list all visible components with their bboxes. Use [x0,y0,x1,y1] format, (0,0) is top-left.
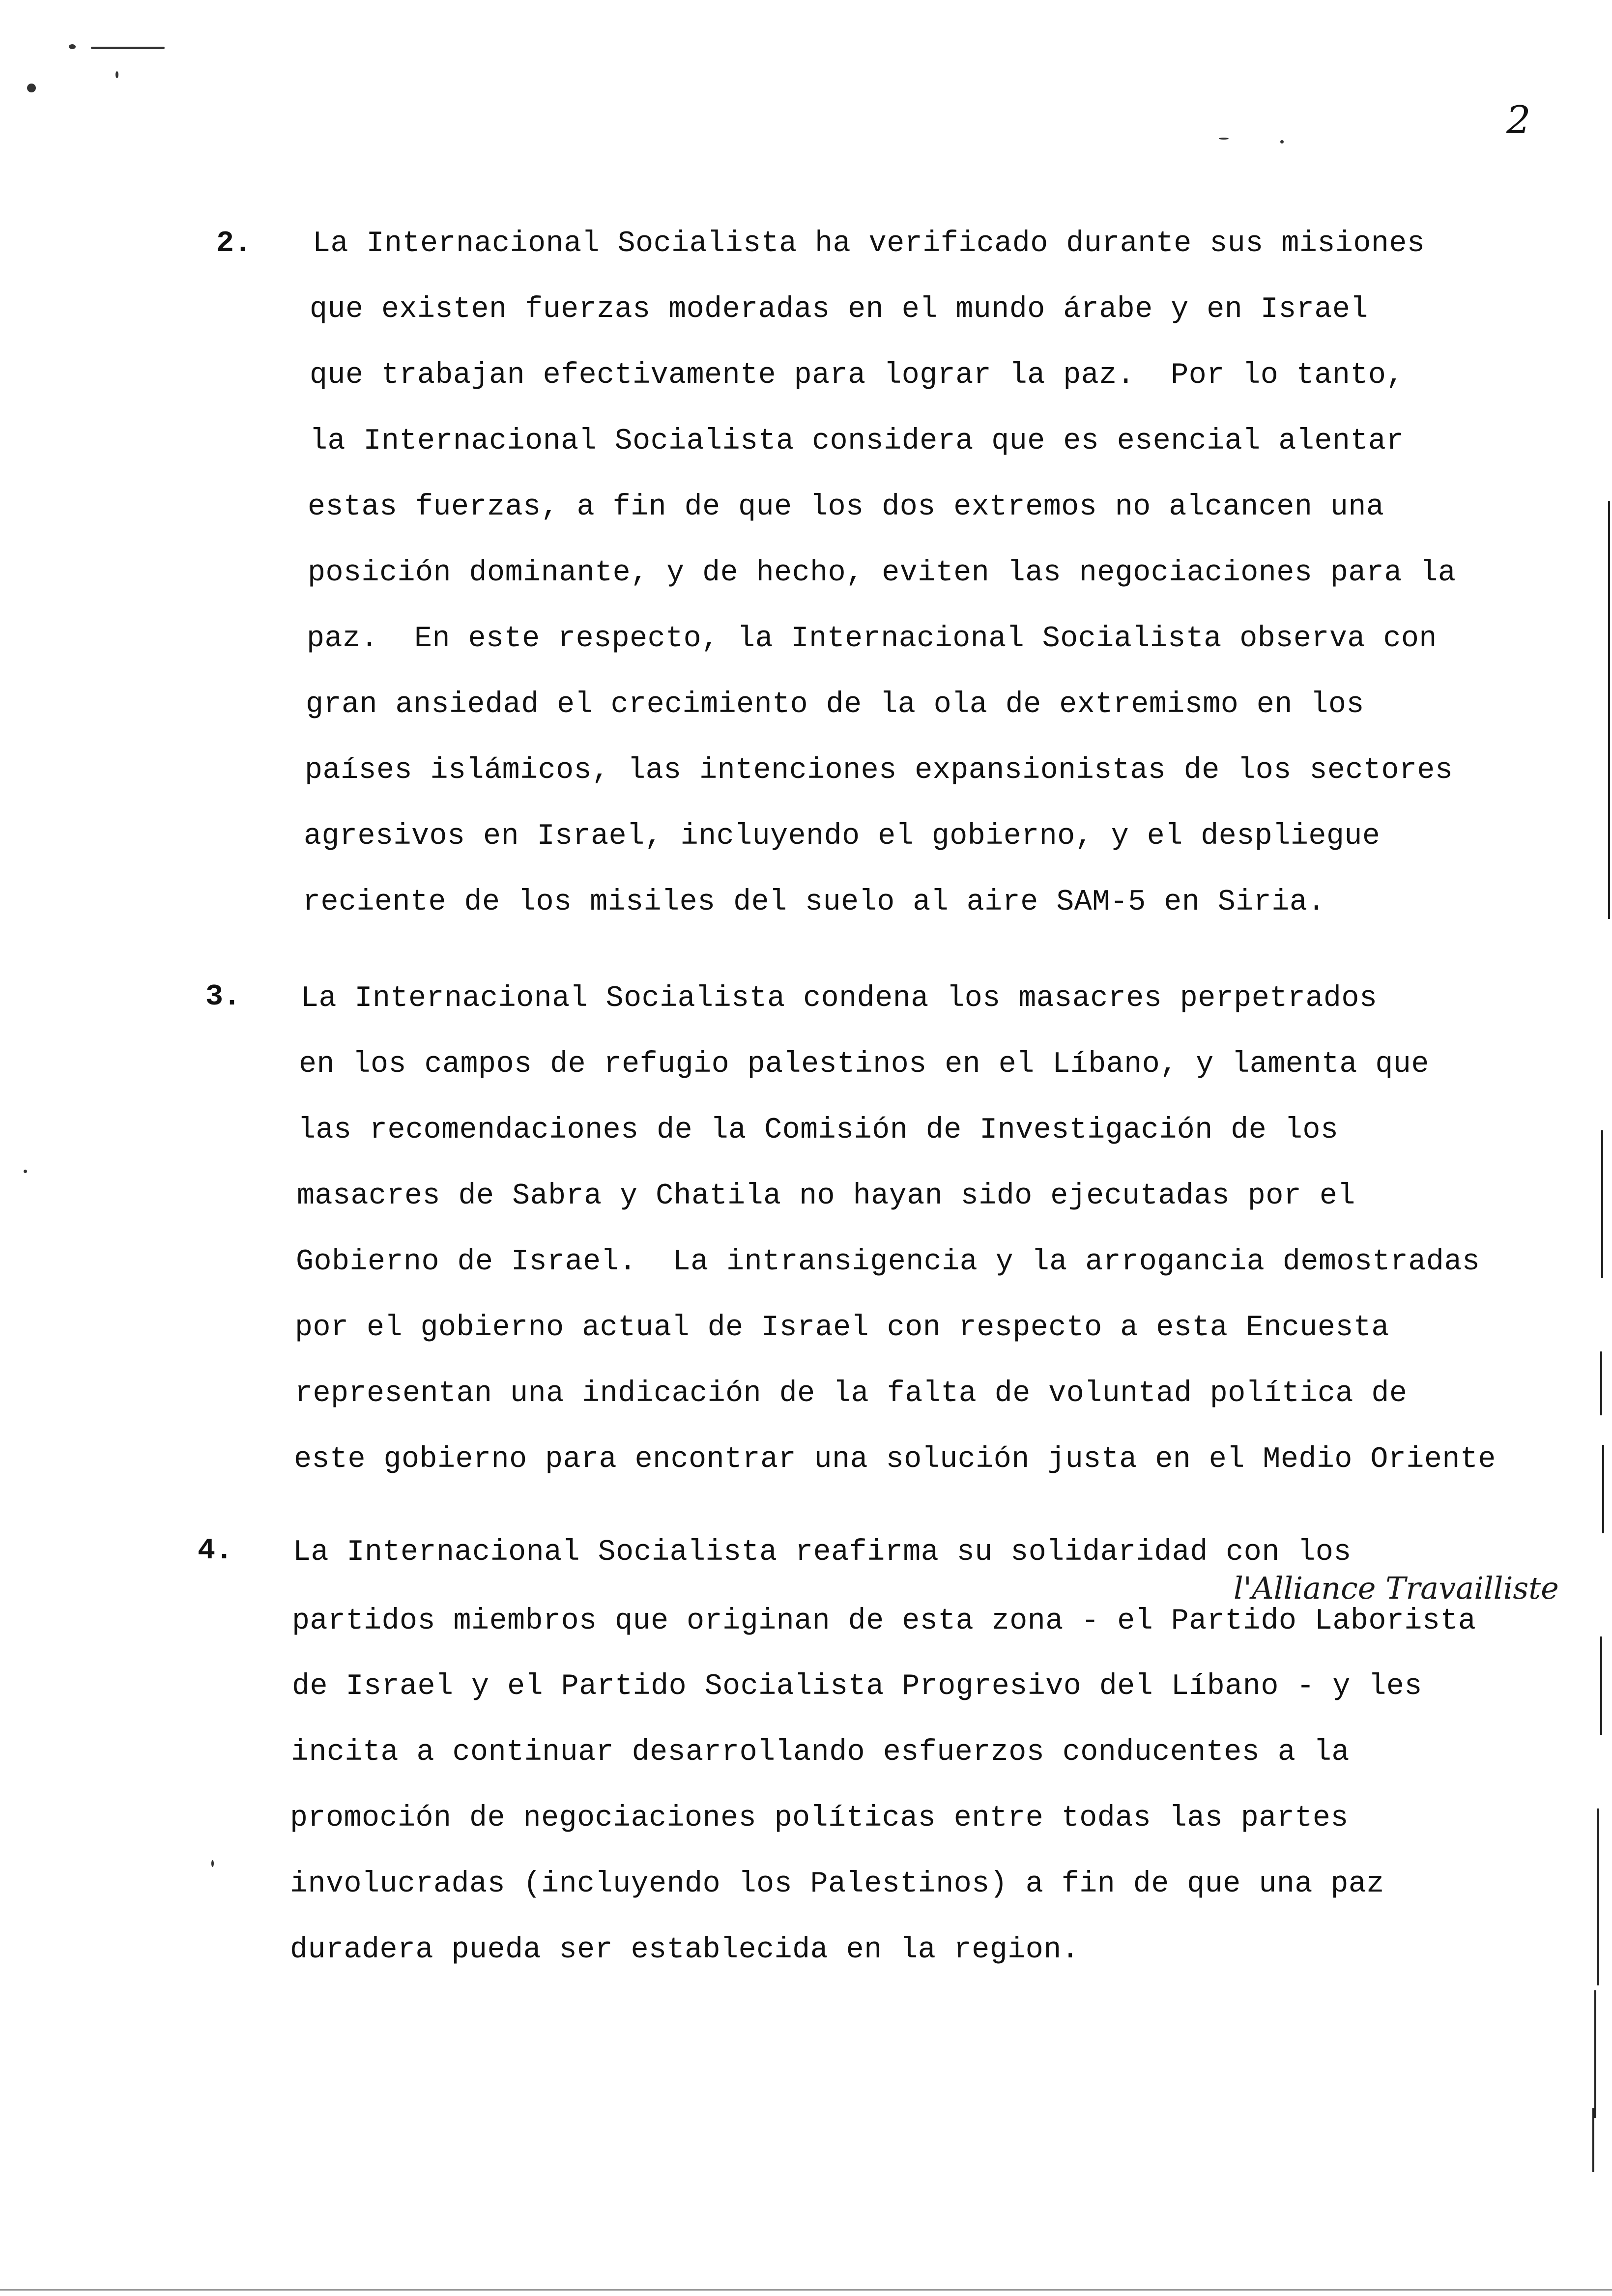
paragraph-line: La Internacional Socialista reafirma su solidaridad con los [293,1536,1352,1569]
margin-bar [1592,2108,1594,2172]
paragraph-line: por el gobierno actual de Israel con respecto a esta Encuesta [295,1311,1389,1345]
paragraph-line: las recomendaciones de la Comisión de Investigación de los [298,1114,1339,1147]
paragraph-line: que trabajan efectivamente para lograr la paz. Por lo tanto, [310,359,1404,392]
page-number: 2 [1506,98,1531,143]
margin-bar [1600,1351,1602,1415]
margin-bar [1601,1130,1603,1278]
margin-bar [1594,1990,1596,2118]
bottom-edge [0,2289,1612,2291]
scan-speck [115,71,118,78]
paragraph-line: representan una indicación de la falta de voluntad política de [295,1377,1408,1410]
margin-bar [1600,1636,1602,1735]
scan-speck [27,84,36,92]
paragraph-line: involucradas (incluyendo los Palestinos) a fin de que una paz [290,1867,1384,1901]
handwritten-annotation: l'Alliance Travailliste [1234,1570,1559,1606]
paragraph-line: incita a continuar desarrollando esfuerzos conducentes a la [291,1736,1350,1769]
scan-speck [1219,138,1229,140]
paragraph-line: este gobierno para encontrar una solución justa en el Medio Oriente [294,1443,1496,1476]
paragraph-line: promoción de negociaciones políticas entre todas las partes [290,1802,1349,1835]
paragraph-line: en los campos de refugio palestinos en el Líbano, y lamenta que [299,1048,1429,1081]
margin-bar [1608,501,1610,919]
paragraph-line: gran ansiedad el crecimiento de la ola de extremismo en los [306,688,1364,721]
scan-speck [24,1170,27,1173]
paragraph-number: 2. [216,227,252,260]
paragraph-line: posición dominante, y de hecho, eviten las negociaciones para la [308,556,1456,590]
margin-bar [1597,1808,1599,1985]
paragraph-number: 4. [198,1534,233,1568]
scan-speck [69,44,76,49]
scan-speck [1280,140,1284,144]
paragraph-line: países islámicos, las intenciones expansionistas de los sectores [305,754,1453,787]
scan-speck [211,1860,214,1867]
paragraph-line: La Internacional Socialista ha verificado durante sus misiones [313,227,1425,260]
paragraph-line: que existen fuerzas moderadas en el mundo árabe y en Israel [310,293,1368,326]
paragraph-line: La Internacional Socialista condena los masacres perpetrados [301,982,1378,1015]
paragraph-line: reciente de los misiles del suelo al aire SAM-5 en Siria. [303,886,1325,919]
paragraph-line: partidos miembros que originan de esta zona - el Partido Laborista [292,1605,1476,1638]
paragraph-number: 3. [205,980,241,1014]
margin-bar [1602,1445,1604,1533]
paragraph-line: duradera pueda ser establecida en la region. [290,1933,1080,1967]
paragraph-line: estas fuerzas, a fin de que los dos extremos no alcancen una [308,490,1384,524]
paragraph-line: la Internacional Socialista considera que es esencial alentar [310,425,1404,458]
paragraph-line: masacres de Sabra y Chatila no hayan sido ejecutadas por el [297,1179,1355,1213]
scan-speck [91,47,165,49]
paragraph-line: agresivos en Israel, incluyendo el gobierno, y el despliegue [304,820,1381,853]
paragraph-line: Gobierno de Israel. La intransigencia y la arrogancia demostradas [296,1245,1480,1279]
paragraph-line: de Israel y el Partido Socialista Progresivo del Líbano - y les [292,1670,1422,1703]
paragraph-line: paz. En este respecto, la Internacional Socialista observa con [307,622,1437,656]
